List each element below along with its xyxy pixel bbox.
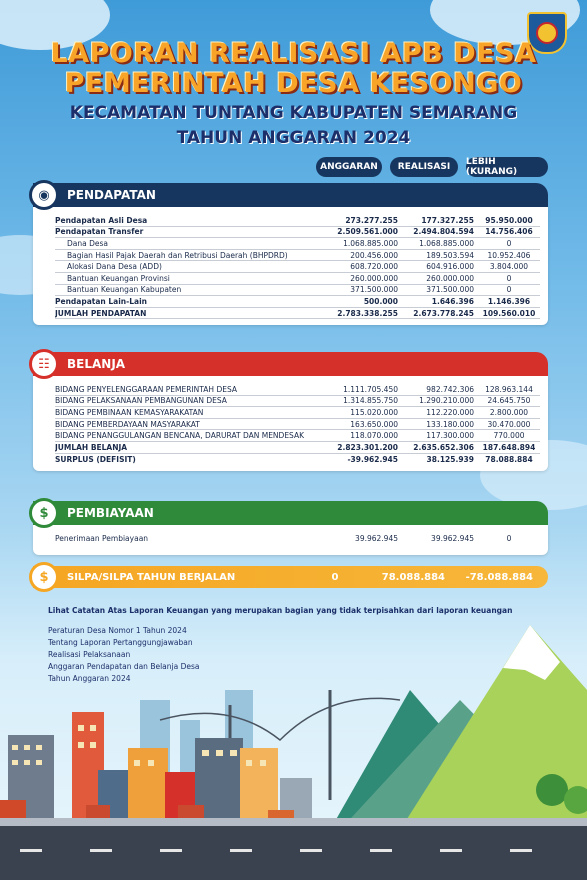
row-label: BIDANG PEMBINAAN KEMASYARAKATAN xyxy=(55,407,204,417)
pembiayaan-title: PEMBIAYAAN xyxy=(67,506,154,520)
row-label: JUMLAH BELANJA xyxy=(55,442,128,452)
reference-line: Anggaran Pendapatan dan Belanja Desa xyxy=(48,662,200,671)
anggaran-value: 1.314.855.750 xyxy=(343,396,398,406)
lebih-kurang-value: 10.952.406 xyxy=(487,250,531,260)
lebih-kurang-value: 14.756.406 xyxy=(485,227,533,237)
road-marking xyxy=(300,849,322,852)
row-label: BIDANG PENANGGULANGAN BENCANA, DARURAT DAN MENDESAK xyxy=(55,431,305,441)
anggaran-value: 200.456.000 xyxy=(350,250,398,260)
road-marking xyxy=(230,849,252,852)
money-bag-icon: $ xyxy=(29,498,59,528)
lebih-kurang-value: 30.470.000 xyxy=(487,419,531,429)
anggaran-value: 2.823.301.200 xyxy=(337,442,398,452)
realisasi-value: 177.327.255 xyxy=(421,215,474,225)
row-label: Dana Desa xyxy=(67,238,108,248)
lebih-kurang-value: 2.800.000 xyxy=(489,407,529,417)
row-label: Bantuan Keuangan Provinsi xyxy=(67,273,170,283)
sidewalk xyxy=(0,818,587,826)
row-label: SURPLUS (DEFISIT) xyxy=(55,454,136,464)
realisasi-value: 39.962.945 xyxy=(431,534,474,544)
row-label: Alokasi Dana Desa (ADD) xyxy=(67,262,162,272)
realisasi-value: 1.290.210.000 xyxy=(419,396,474,406)
anggaran-value: 608.720.000 xyxy=(350,262,398,272)
subtitle-line-2: TAHUN ANGGARAN 2024 xyxy=(176,128,411,148)
column-header-lebih-kurang: LEBIH (KURANG) xyxy=(466,157,548,177)
row-label: Penerimaan Pembiayaan xyxy=(55,534,149,544)
anggaran-value: 1.111.705.450 xyxy=(343,384,398,394)
realisasi-value: 2.494.804.594 xyxy=(413,227,474,237)
road-marking xyxy=(90,849,112,852)
reference-line: Tahun Anggaran 2024 xyxy=(48,674,131,683)
anggaran-value: 163.650.000 xyxy=(350,419,398,429)
belanja-title: BELANJA xyxy=(67,357,126,371)
column-header-anggaran: ANGGARAN xyxy=(316,157,382,177)
realisasi-value: 38.125.939 xyxy=(426,454,474,464)
lebih-kurang-value: 3.804.000 xyxy=(489,262,529,272)
anggaran-value: 500.000 xyxy=(363,296,398,306)
lebih-kurang-value: 0 xyxy=(506,238,512,248)
realisasi-value: 117.300.000 xyxy=(426,431,474,441)
row-label: BIDANG PEMBERDAYAAN MASYARAKAT xyxy=(55,419,200,429)
realisasi-value: 133.180.000 xyxy=(426,419,474,429)
row-label: BIDANG PENYELENGGARAAN PEMERINTAH DESA xyxy=(55,384,237,394)
lebih-kurang-value: 78.088.884 xyxy=(485,454,533,464)
lebih-kurang-value: 95.950.000 xyxy=(485,215,533,225)
anggaran-value: 260.000.000 xyxy=(350,273,398,283)
realisasi-value: 260.000.000 xyxy=(426,273,474,283)
row-label: Bagian Hasil Pajak Daerah dan Retribusi Daerah (BHPDRD) xyxy=(67,250,288,260)
anggaran-value: -39.962.945 xyxy=(347,454,398,464)
road-marking xyxy=(20,849,42,852)
anggaran-value: 1.068.885.000 xyxy=(343,238,398,248)
row-label: JUMLAH PENDAPATAN xyxy=(55,308,147,318)
lebih-kurang-value: 1.146.396 xyxy=(487,296,531,306)
realisasi-value: 1.646.396 xyxy=(431,296,474,306)
road-marking xyxy=(160,849,182,852)
reference-line: Peraturan Desa Nomor 1 Tahun 2024 xyxy=(48,626,187,635)
row-label: Pendapatan Asli Desa xyxy=(55,215,148,225)
anggaran-value: 273.277.255 xyxy=(345,215,398,225)
row-label: Pendapatan Transfer xyxy=(55,227,144,237)
lebih-kurang-value: 109.560.010 xyxy=(482,308,536,318)
coin-icon: $ xyxy=(29,562,59,592)
footnote: Lihat Catatan Atas Laporan Keuangan yang merupakan bagian yang tidak terpisahkan dari laporan keuangan xyxy=(48,606,513,615)
coins-hand-icon: ◉ xyxy=(29,180,59,210)
road-marking xyxy=(510,849,532,852)
row-label: Bantuan Keuangan Kabupaten xyxy=(67,285,182,295)
silpa-anggaran: 0 xyxy=(331,571,339,583)
road-marking xyxy=(370,849,392,852)
road xyxy=(0,826,587,880)
road-marking xyxy=(440,849,462,852)
realisasi-value: 2.673.778.245 xyxy=(413,308,474,318)
realisasi-value: 371.500.000 xyxy=(426,285,474,295)
realisasi-value: 604.916.000 xyxy=(426,262,474,272)
anggaran-value: 371.500.000 xyxy=(350,285,398,295)
shopping-basket-icon: ☷ xyxy=(29,349,59,379)
lebih-kurang-value: 0 xyxy=(506,273,512,283)
lebih-kurang-value: 0 xyxy=(506,285,512,295)
pendapatan-title: PENDAPATAN xyxy=(67,188,156,202)
lebih-kurang-value: 770.000 xyxy=(493,431,525,441)
title-line-1: LAPORAN REALISASI APB DESA xyxy=(50,38,537,69)
realisasi-value: 189.503.594 xyxy=(426,250,474,260)
silpa-realisasi: 78.088.884 xyxy=(381,571,445,583)
anggaran-value: 2.783.338.255 xyxy=(337,308,398,318)
realisasi-value: 2.635.652.306 xyxy=(413,442,474,452)
realisasi-value: 112.220.000 xyxy=(426,407,474,417)
anggaran-value: 115.020.000 xyxy=(350,407,398,417)
anggaran-value: 2.509.561.000 xyxy=(337,227,398,237)
title-line-2: PEMERINTAH DESA KESONGO xyxy=(64,68,523,99)
realisasi-value: 1.068.885.000 xyxy=(419,238,474,248)
reference-line: Tentang Laporan Pertanggungjawaban xyxy=(48,638,193,647)
lebih-kurang-value: 24.645.750 xyxy=(487,396,531,406)
subtitle-line-1: KECAMATAN TUNTANG KABUPATEN SEMARANG xyxy=(69,103,518,123)
column-header-realisasi: REALISASI xyxy=(390,157,458,177)
silpa-lebih-kurang: -78.088.884 xyxy=(465,571,533,583)
silpa-label: SILPA/SILPA TAHUN BERJALAN xyxy=(67,571,236,583)
anggaran-value: 118.070.000 xyxy=(350,431,398,441)
realisasi-value: 982.742.306 xyxy=(426,384,474,394)
row-label: Pendapatan Lain-Lain xyxy=(55,296,147,306)
row-label: BIDANG PELAKSANAAN PEMBANGUNAN DESA xyxy=(55,396,227,406)
lebih-kurang-value: 128.963.144 xyxy=(485,384,533,394)
lebih-kurang-value: 0 xyxy=(506,534,512,544)
anggaran-value: 39.962.945 xyxy=(355,534,398,544)
lebih-kurang-value: 187.648.894 xyxy=(482,442,536,452)
reference-line: Realisasi Pelaksanaan xyxy=(48,650,131,659)
